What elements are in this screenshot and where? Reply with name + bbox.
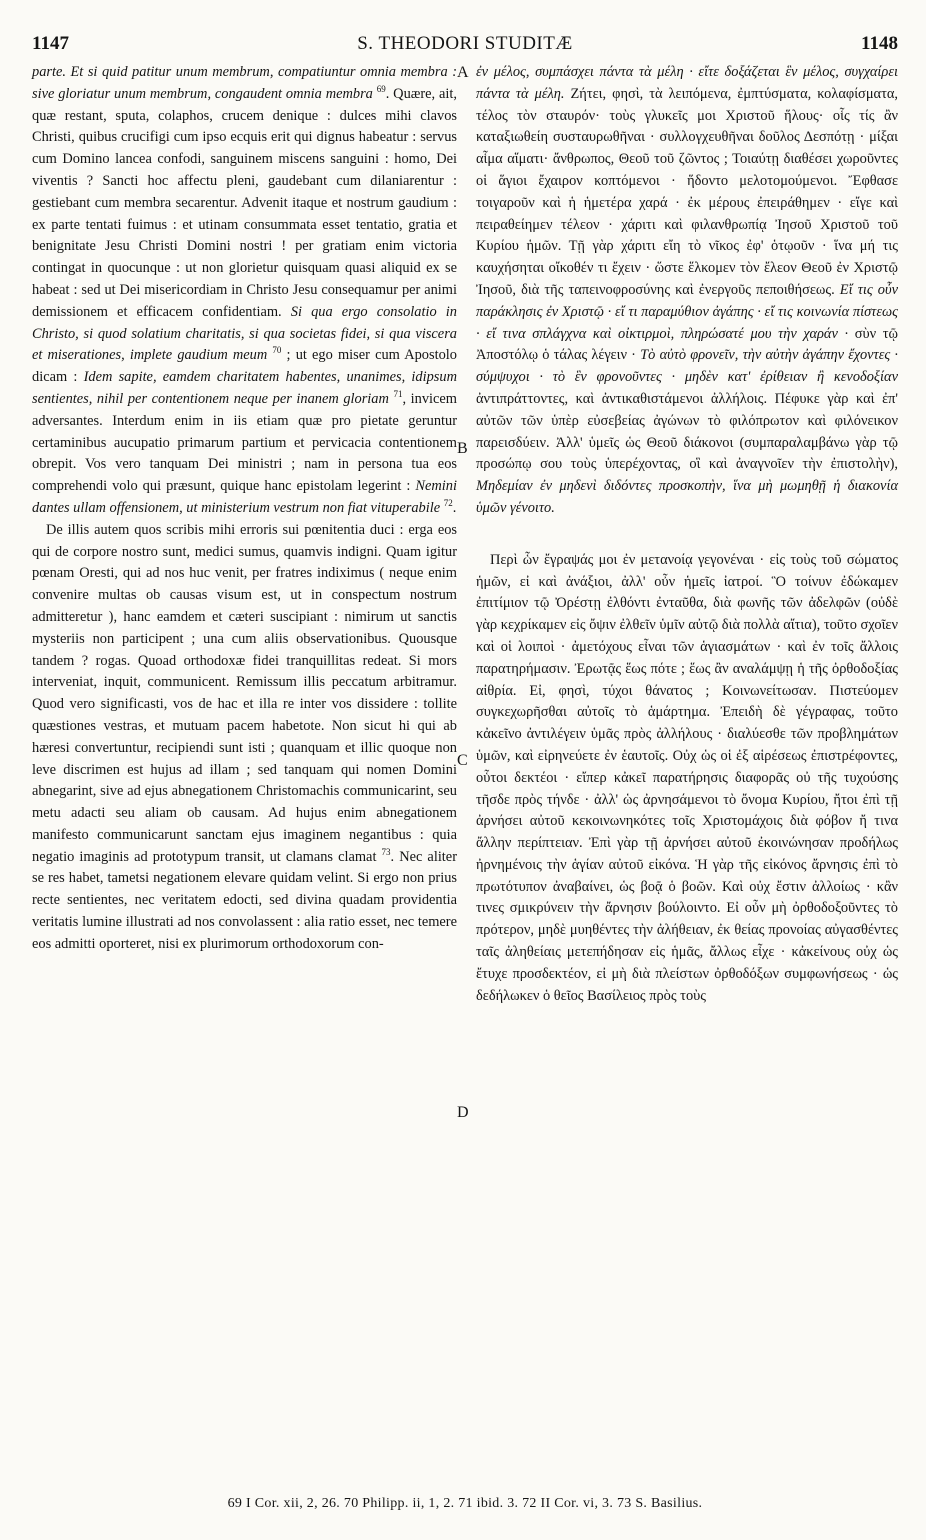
footnote-ref-71: 71: [393, 389, 403, 400]
running-title: S. THEODORI STUDITÆ: [357, 33, 573, 54]
footnote-ref-70: 70: [272, 345, 282, 356]
latin.p1-run: , invicem adversantes. Interdum enim in iis etiam quæ pro pietate geruntur certaminibus aucupatio primarum partium et pervicacia contentionem obrepit. Vos vero tanquam Dei ministri ; nam in persona tua eos comprehendi volo qui præsunt, quique hanc epistolam legerint :: [32, 390, 457, 495]
latin.p1-run: Idem sapite, eamdem charitatem habentes, unanimes, idipsum sentientes, nihil per contentionem neque per inanem gloriam: [32, 369, 457, 407]
page-number-right: 1148: [861, 33, 898, 54]
footnote-ref-69: 69: [376, 84, 386, 94]
margin-marker-d: D: [457, 1104, 469, 1121]
page-header: [32, 32, 898, 56]
greek.p1-run: Τὸ αὐτὸ φρονεῖν, τὴν αὐτὴν ἀγάπην ἔχοντες · σύμψυχοι · τὸ ἓν φρονοῦντες · μηδὲν κατ' ἐρίθειαν ἢ κενοδοξίαν: [476, 347, 899, 386]
latin-paragraph-2-text: De illis autem quos scribis mihi erroris sui pœnitentia duci : erga eos qui de corpore nostro sunt, medici sumus, quamvis indigni. Quam igitur pœnam Oresti, qui ad nos huc venit, per fratres indiximus ( neque enim convenire multas ob causas visum est, ut in conspectum nostrum admitteretur ), hanc eamdem et cæteri suscipiant : nimirum ut sanctis mysteriis non participent ; una cum aliis observationibus. Quousque tandem ? rogas. Quoad orthodoxæ fidei tranquillitas redeat. Si mors interveniat, inquit, communicent. Remissum illis peccatum arbitramur. Quod vero significasti, vos de hac et illa re inter vos dissidere : tollite quæstiones vestras, et mutuam pacem habetote. Non sicut hi qui ab hæresi convertuntur, recipiendi sunt isti ; quanquam et illic quoque non leve discrimen est hujus ad illam ; sed tanquam qui nomen Domini abnegarint, sive ad ejus abnegationem Christomachis communicarint, seu metu adacti seu aliam ob causam. Ad hujus enim abnegationem manifesto communicarunt sanctam ejus imaginem negantibus : quia negatio imaginis ad prototypum transit, ut clamans clamat: [32, 521, 457, 865]
page-number-left: 1147: [32, 33, 69, 54]
footnotes: 69 I Cor. xii, 2, 26. 70 Philipp. ii, 1, 2. 71 ibid. 3. 72 II Cor. vi, 3. 73 S. Basilius.: [227, 1496, 703, 1511]
latin.p1-run: Nemini dantes ullam offensionem, ut ministerium vestrum non fiat vituperabile: [32, 478, 457, 516]
greek.p1-run: Εἴ τις οὖν παράκλησις ἐν Χριστῷ · εἴ τι παραμύθιον ἀγάπης · εἴ τις κοινωνία πίστεως · εἴ τινα σπλάγχνα καὶ οἰκτιρμοὶ, πληρώσατέ μου τὴν χαράν ·: [476, 281, 898, 342]
greek.p1-run: Μηδεμίαν ἐν μηδενὶ διδόντες προσκοπὴν, ἵνα μὴ μωμηθῇ ἡ διακονία ὑμῶν γένοιτο.: [476, 478, 898, 516]
greek-paragraph-1: [476, 62, 898, 520]
latin-paragraph-2: [32, 520, 457, 956]
latin.p1-run: . Quære, ait, quæ restant, sputa, colaphos, crucem denique : dulces mihi clavos Christi, quibus crucifigi cum ipso ecquis erit qui dignus habeatur : servus cum Domino lancea confodi, sanguinem miscens sanguini : homo, Dei viventis ? Sancti hoc affectu pleni, gaudebant cum dilaniarentur : gestiebant cum membra secarentur. Advenit itaque et nostrum gaudium : ex parte tentati fuimus : et utinam consummata esset tentatio, gratia et benignitate Jesu Christi Domini nostri ! per gratiam enim victoria contingat in quocunque : ut non glorietur quisquam quasi aliquid ex se habeat : sed ut Dei misericordiam in Christo Jesu consequamur per animi demissionem et efficacem confidentiam.: [32, 85, 457, 320]
latin.p1-run: ; ut ego miser cum Apostolo dicam :: [32, 347, 457, 386]
latin-paragraph-2-end: . Nec aliter se res habet, tametsi negationem elevare quidam velint. Si ergo non prius recte sentientes, nec veritatem edocti, sed divina quadam providentia veritatis lumine illustrati ad nos convolassent : alia ratio esset, nec temere eos admitti oporteret, nisi ex plurimorum orthodoxorum con-: [32, 848, 457, 952]
greek-column: [476, 62, 898, 1007]
margin-marker-a: A: [457, 64, 469, 81]
footnote-ref-73: 73: [381, 846, 391, 857]
margin-marker-c: C: [457, 752, 468, 769]
greek.p1-run: ἐν μέλος, συμπάσχει πάντα τὰ μέλη · εἴτε δοξάζεται ἓν μέλος, συγχαίρει πάντα τὰ μέλη.: [476, 64, 898, 102]
latin.p1-run: .: [452, 499, 457, 516]
greek.p1-run: ἀντιπράττοντες, καὶ ἀντικαθιστάμενοι ἀλλήλοις. Πέφυκε γὰρ καὶ ἐπ' αὐτῶν τῶν ὑπὲρ εὐσεβείας ἀγώνων τὸ φιλόπρωτον καὶ φιλόνεικον παρεισδύειν. Ἀλλ' ὑμεῖς ὡς Θεοῦ διάκονοι (συμπαραλαμβάνω γὰρ τῷ προσώπῳ σου τοὺς ὑπερέχοντας, οἳ καὶ ἀναγνοῖεν τὴν ἐπιστολὴν),: [476, 390, 898, 473]
margin-marker-b: B: [457, 440, 468, 457]
greek.p1-run: σὺν τῷ Ἀποστόλῳ ὁ τάλας λέγειν ·: [476, 325, 899, 364]
latin.p1-run: Si qua ergo consolatio in Christo, si quod solatium charitatis, si qua societas fidei, si qua viscera et miserationes, implete gaudium meum: [32, 303, 457, 364]
latin-column: [32, 62, 457, 956]
latin-paragraph-1: [32, 62, 457, 520]
greek-paragraph-2: Περὶ ὧν ἔγραψάς μοι ἐν μετανοίᾳ γεγονέναι · εἰς τοὺς τοῦ σώματος ἡμῶν, εἰ καὶ ἀνάξιοι, ἀλλ' οὖν ἡμεῖς ἰατροί. Ὃ τοίνυν ἐδώκαμεν ἐπιτίμιον τῷ Ὀρέστῃ ἐλθόντι ἐνταῦθα, διὰ φωνῆς τῶν ἀδελφῶν (οὐδὲ γὰρ κεχρίκαμεν εἰς ὄψιν ἐλθεῖν ὑμῖν αὐτῷ διὰ πολλὰ αἴτια), τοῦτο σχοῖεν καὶ οἱ λοιποὶ · ἀμετόχους εἶναι τῶν ἁγιασμάτων · καὶ ἐν τοῖς ἄλλοις παρατηρήμασιν. Ἐρωτᾷς ἕως πότε ; ἕως ἂν αναλάμψῃ ἡ τῆς ὀρθοδοξίας αἰθρία. Εἰ, φησὶ, τύχοι θάνατος ; Κοινωνείτωσαν. Πιστεύομεν συγκεχωρῆσθαι αὐτοῖς τὸ ἁμάρτημα. Ἐπειδὴ δὲ γέγραφας, τοῦτο κἀκεῖνο ἀντιλέγειν ὑμᾶς πρὸς ἀλλήλους · διαλύεσθε τῶν προβλημάτων ὑμῶν, καὶ εἰρηνεύετε ἐν ἑαυτοῖς. Οὐχ ὡς οἱ ἐξ αἱρέσεως ἐπιστρέφοντες, οὗτοι δεκτέοι · εἴπερ κἀκεῖ παρατήρησις διαφορᾶς οὐ τῆς τυχούσης τῆσδε πρὸς τήνδε · ἀλλ' ὡς ἀρνησάμενοι τὸ ὄνομα Κυρίου, ἤτοι ἐπὶ τῇ ἀρνήσει αὐτοῦ κεκοινωνηκότες τοῖς Χριστομάχοις διὰ φόβον ἤ τινα ἄλλην περίπτειαν. Ἐπὶ γὰρ τῇ ἀρνήσει αὐτοῦ ἐκοινώνησαν προδήλως ἠρνημένοις τὴν ἁγίαν αὐτοῦ εἰκόνα. Ἡ γὰρ τῆς εἰκόνος ἄρνησις ἐπὶ τὸ πρωτότυπον ἀναβαίνει, ὡς βοᾷ ὁ βοῶν. Καὶ οὐχ ἔστιν ἀλλοίως · κἂν τινες σμικρύνειν τὴν ἄρνησιν βούλοιντο. Εἰ οὖν μὴ ὀρθοδοξοῦντες τὸ πρότερον, μηδὲ μυηθέντες τὴν ἀλήθειαν, ἐκ θείας προνοίας αὐγασθέντες ταῖς ἀληθείαις μετεπήδησαν εἰς ἡμᾶς, ἄλλως εἶχε · κἀκείνους οὐχ ὡς ἔτυχε προσδεκτέον, εἰ μὴ διὰ πλείστων ὀρθοδόξων συμφωνήσεως · ὡς δεδήλωκεν ὁ θεῖος Βασίλειος πρὸς τοὺς: [476, 551, 898, 1004]
footnote-ref-72: 72: [443, 498, 453, 509]
greek.p1-run: Ζήτει, φησὶ, τὰ λειπόμενα, ἐμπτύσματα, κολαφίσματα, τέλος τὸν σταυρόν· τοὺς γλυκεῖς μοι Χριστοῦ ἥλους· οἷς τίς ἂν καταξιωθείη συσταυρωθῆναι · συλλογχευθῆναι δοῦλος Δεσπότῃ · μίξαι αἷμα αἵματι· ἄνθρωπος, Θεοῦ τοῦ ζῶντος ; Τοιαύτῃ διαθέσει χωροῦντες οἱ ἅγιοι ἔχαιρον κοπτόμενοι · ἥδοντο μελοτομούμενοι. Ἔφθασε τοιγαροῦν καὶ ἡ ἡμετέρα χαρά · ἐκ μέρους ἐπειράθημεν · εἴγε καὶ πειραθείημεν τέλεον · χάριτι καὶ φιλανθρωπίᾳ Ἰησοῦ Χριστοῦ τοῦ Κυρίου ἡμῶν. Τῇ γὰρ χάριτι εἴη τὸ νῖκος ἐφ' ὁτῳοῦν · ἵνα μή τις καυχήσηται οἴκοθέν τι ἔχειν · ὥστε ἕλκομεν τὸν ἔλεον Θεοῦ ἐν Χριστῷ Ἰησοῦ, διὰ τῆς ταπεινοφροσύνης καὶ ἐνεργοῦς πεποιθήσεως.: [476, 85, 898, 298]
latin.p1-run: parte. Et si quid patitur unum membrum, compatiuntur omnia membra : sive gloriatur unum membrum, congaudent omnia membra: [32, 64, 457, 102]
